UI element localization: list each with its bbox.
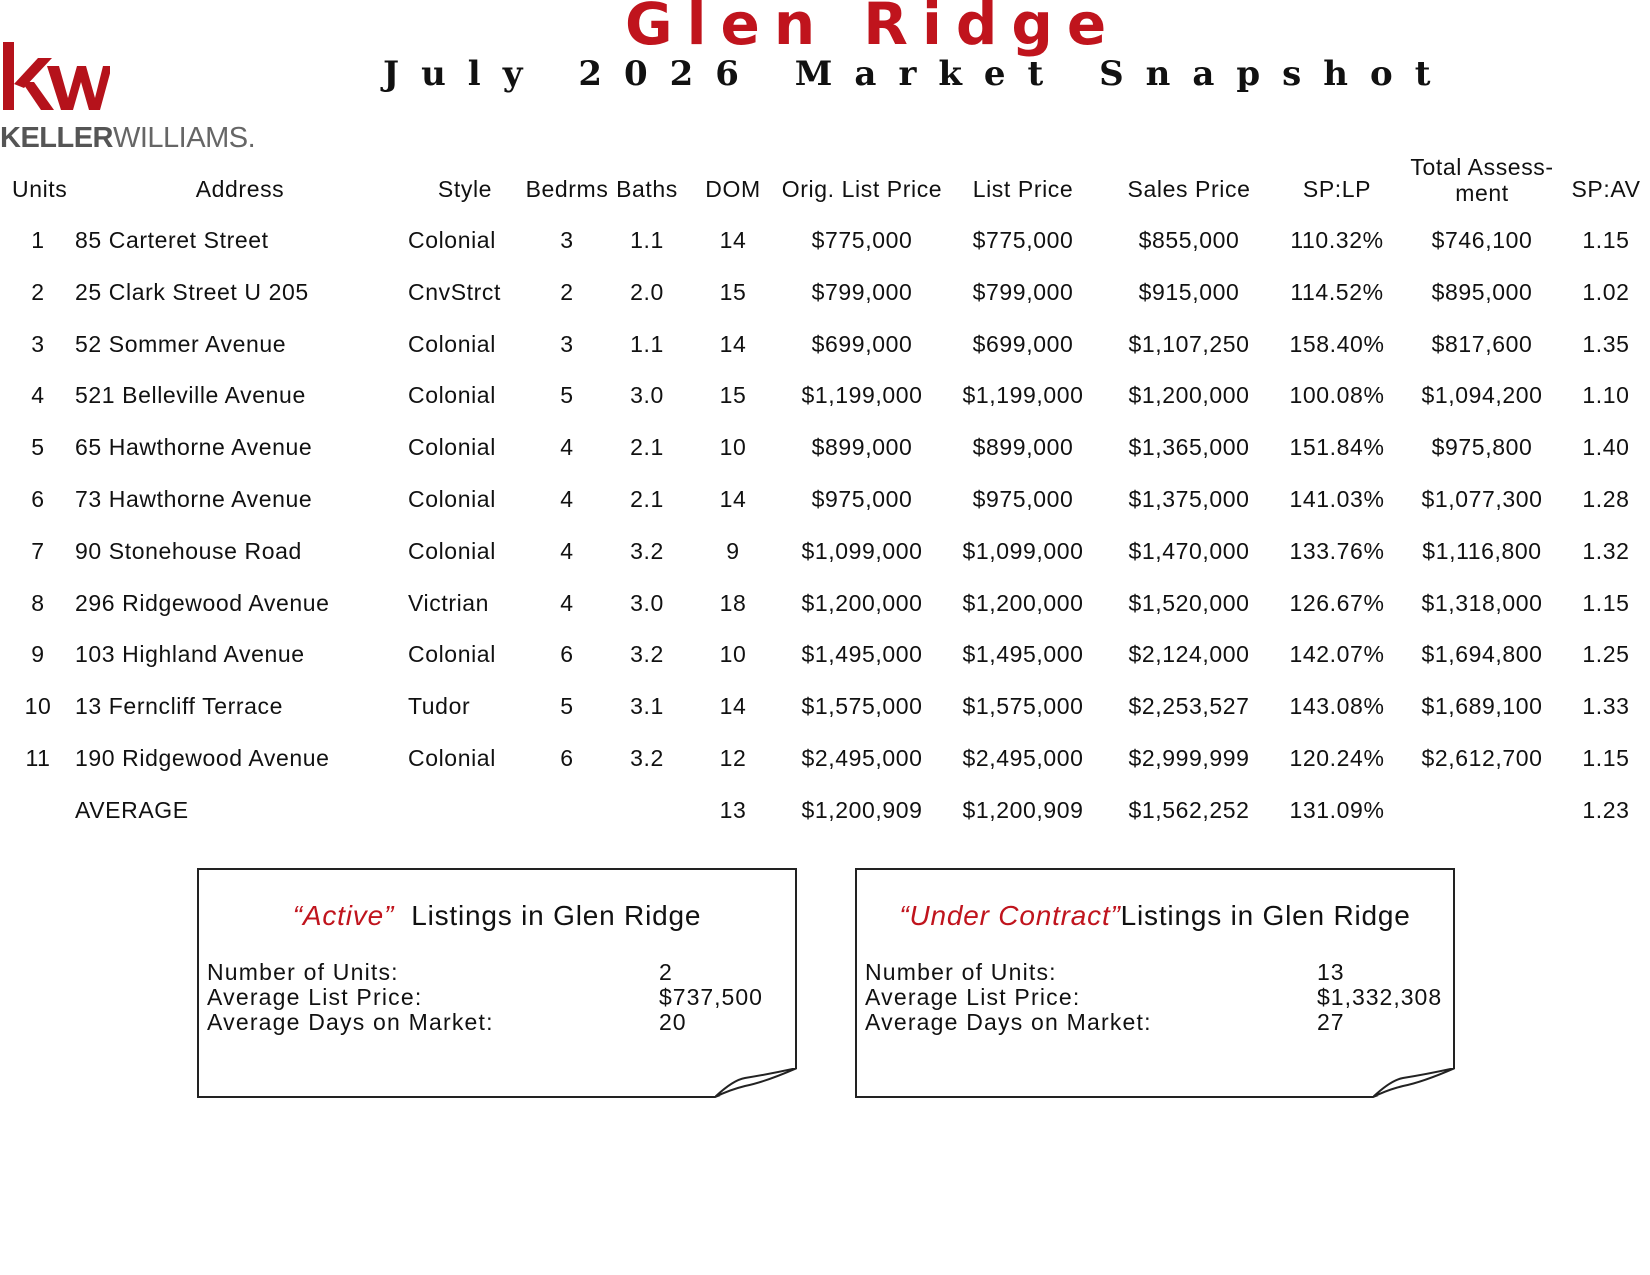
header-dom: DOM — [705, 176, 761, 202]
contract-units-label: Number of Units: — [865, 959, 1057, 985]
cell-address: 521 Belleville Avenue — [75, 382, 306, 409]
cell-dom: 14 — [719, 486, 747, 512]
active-avg-price-value: $737,500 — [659, 984, 763, 1010]
cell-dom: 9 — [726, 537, 740, 564]
cell-sp-lp: 114.52% — [1290, 278, 1384, 305]
average-label: AVERAGE — [75, 796, 189, 823]
average-sp-lp: 131.09% — [1289, 796, 1385, 823]
page-title: Glen Ridge — [625, 0, 1121, 58]
cell-style: Colonial — [408, 745, 496, 771]
cell-total-assessment: $817,600 — [1431, 330, 1533, 357]
contract-units-value: 13 — [1317, 959, 1345, 985]
active-listings-box — [197, 868, 797, 1098]
cell-address: 190 Ridgewood Avenue — [75, 745, 330, 771]
average-list-price: $1,200,909 — [962, 796, 1084, 823]
cell-unit: 9 — [31, 641, 45, 668]
cell-dom: 14 — [719, 227, 747, 253]
cell-address: 13 Ferncliff Terrace — [75, 693, 284, 720]
cell-sp-lp: 126.67% — [1289, 589, 1385, 616]
cell-style: Colonial — [408, 537, 496, 564]
cell-baths: 3.0 — [630, 382, 664, 409]
cell-address: 296 Ridgewood Avenue — [75, 589, 330, 616]
cell-orig-list-price: $2,495,000 — [801, 745, 923, 771]
cell-sp-av: 1.28 — [1582, 486, 1630, 512]
header-total-assessment: Total Assess- ment — [1410, 154, 1554, 206]
header-baths: Baths — [616, 176, 678, 202]
cell-sp-av: 1.35 — [1582, 330, 1630, 357]
cell-sp-lp: 133.76% — [1289, 537, 1385, 564]
cell-bedrms: 5 — [560, 382, 574, 409]
cell-baths: 3.2 — [630, 745, 664, 771]
cell-bedrms: 6 — [560, 641, 574, 668]
contract-avg-dom-label: Average Days on Market: — [865, 1009, 1152, 1035]
cell-sp-lp: 141.03% — [1289, 486, 1385, 512]
header-list-price: List Price — [972, 176, 1074, 202]
header-sp-av: SP:AV — [1571, 176, 1641, 202]
cell-sp-av: 1.10 — [1582, 382, 1630, 409]
active-avg-dom-value: 20 — [659, 1009, 687, 1035]
cell-sales-price: $2,253,527 — [1128, 693, 1250, 720]
cell-bedrms: 2 — [560, 278, 574, 305]
cell-sp-av: 1.15 — [1582, 589, 1630, 616]
active-units-value: 2 — [659, 959, 673, 985]
keller-williams-logo — [0, 38, 256, 154]
cell-orig-list-price: $1,200,000 — [801, 589, 923, 616]
cell-baths: 2.1 — [630, 486, 664, 512]
cell-total-assessment: $1,116,800 — [1422, 537, 1542, 564]
cell-style: Colonial — [408, 330, 496, 357]
cell-bedrms: 4 — [560, 589, 574, 616]
cell-total-assessment: $1,694,800 — [1421, 641, 1543, 668]
cell-sp-lp: 110.32% — [1290, 227, 1384, 253]
cell-address: 25 Clark Street U 205 — [75, 278, 309, 305]
cell-style: Victrian — [408, 589, 490, 616]
cell-baths: 3.2 — [630, 537, 664, 564]
cell-unit: 3 — [31, 330, 45, 357]
header-bedrms: Bedrms — [525, 176, 609, 202]
cell-orig-list-price: $799,000 — [811, 278, 913, 305]
cell-orig-list-price: $775,000 — [811, 227, 913, 253]
cell-address: 103 Highland Avenue — [75, 641, 305, 668]
cell-baths: 3.1 — [630, 693, 664, 720]
cell-orig-list-price: $699,000 — [811, 330, 913, 357]
page-subtitle: July 2026 Market Snapshot — [383, 54, 1453, 94]
cell-list-price: $899,000 — [972, 434, 1074, 461]
contract-avg-price-label: Average List Price: — [865, 984, 1081, 1010]
header-sales-price: Sales Price — [1127, 176, 1251, 202]
cell-style: CnvStrct — [408, 278, 501, 305]
contract-avg-dom-value: 27 — [1317, 1009, 1345, 1035]
cell-bedrms: 6 — [560, 745, 574, 771]
cell-sales-price: $1,107,250 — [1128, 330, 1250, 357]
kw-logo-mark — [0, 38, 110, 118]
contract-avg-price-value: $1,332,308 — [1317, 984, 1443, 1010]
contract-box-title: “Under Contract”Listings in Glen Ridge — [899, 900, 1411, 931]
cell-orig-list-price: $1,099,000 — [801, 537, 923, 564]
cell-list-price: $1,575,000 — [962, 693, 1084, 720]
cell-sp-av: 1.32 — [1582, 537, 1630, 564]
cell-sp-lp: 100.08% — [1289, 382, 1385, 409]
cell-bedrms: 4 — [560, 537, 574, 564]
page-curl-icon — [1373, 1068, 1455, 1098]
active-avg-dom-label: Average Days on Market: — [207, 1009, 494, 1035]
cell-bedrms: 3 — [560, 330, 574, 357]
cell-dom: 15 — [719, 278, 747, 305]
cell-sp-av: 1.25 — [1582, 641, 1630, 668]
cell-address: 52 Sommer Avenue — [75, 330, 287, 357]
cell-style: Colonial — [408, 486, 496, 512]
active-units-label: Number of Units: — [207, 959, 399, 985]
cell-address: 73 Hawthorne Avenue — [75, 486, 313, 512]
average-orig-list-price: $1,200,909 — [801, 796, 923, 823]
cell-list-price: $2,495,000 — [962, 745, 1084, 771]
header-units: Units — [12, 176, 68, 202]
cell-sales-price: $1,200,000 — [1128, 382, 1250, 409]
cell-sales-price: $2,124,000 — [1128, 641, 1250, 668]
cell-unit: 4 — [31, 382, 45, 409]
cell-dom: 15 — [719, 382, 747, 409]
cell-list-price: $1,495,000 — [962, 641, 1084, 668]
cell-sales-price: $1,470,000 — [1128, 537, 1250, 564]
cell-total-assessment: $1,094,200 — [1421, 382, 1543, 409]
header-sp-lp: SP:LP — [1302, 176, 1372, 202]
cell-list-price: $699,000 — [972, 330, 1074, 357]
cell-address: 65 Hawthorne Avenue — [75, 434, 313, 461]
header-style: Style — [437, 176, 493, 202]
cell-address: 90 Stonehouse Road — [75, 537, 302, 564]
cell-sales-price: $1,520,000 — [1128, 589, 1250, 616]
cell-bedrms: 5 — [560, 693, 574, 720]
active-box-title: “Active” Listings in Glen Ridge — [292, 900, 702, 931]
cell-baths: 3.0 — [630, 589, 664, 616]
average-dom: 13 — [719, 796, 747, 823]
cell-total-assessment: $1,077,300 — [1421, 486, 1543, 512]
cell-sp-lp: 142.07% — [1289, 641, 1385, 668]
cell-dom: 10 — [719, 434, 747, 461]
cell-sales-price: $1,375,000 — [1128, 486, 1250, 512]
cell-sp-lp: 151.84% — [1289, 434, 1385, 461]
cell-sales-price: $2,999,999 — [1128, 745, 1250, 771]
cell-total-assessment: $895,000 — [1431, 278, 1533, 305]
cell-address: 85 Carteret Street — [75, 227, 269, 253]
average-sp-av: 1.23 — [1582, 796, 1630, 823]
cell-orig-list-price: $975,000 — [811, 486, 913, 512]
cell-total-assessment: $2,612,700 — [1421, 745, 1543, 771]
cell-unit: 5 — [31, 434, 45, 461]
cell-unit: 11 — [25, 745, 51, 771]
cell-dom: 10 — [719, 641, 747, 668]
cell-list-price: $1,199,000 — [962, 382, 1084, 409]
cell-orig-list-price: $1,199,000 — [801, 382, 923, 409]
cell-orig-list-price: $1,575,000 — [801, 693, 923, 720]
cell-sp-lp: 120.24% — [1289, 745, 1385, 771]
cell-style: Colonial — [408, 434, 496, 461]
average-sales-price: $1,562,252 — [1128, 796, 1250, 823]
cell-sales-price: $855,000 — [1138, 227, 1240, 253]
page-curl-icon — [715, 1068, 797, 1098]
cell-unit: 10 — [24, 693, 52, 720]
cell-sp-av: 1.40 — [1582, 434, 1630, 461]
cell-baths: 1.1 — [630, 330, 664, 357]
cell-sp-av: 1.02 — [1582, 278, 1630, 305]
cell-list-price: $975,000 — [972, 486, 1074, 512]
cell-dom: 14 — [719, 330, 747, 357]
cell-orig-list-price: $899,000 — [811, 434, 913, 461]
cell-unit: 8 — [31, 589, 45, 616]
cell-sp-av: 1.15 — [1582, 227, 1630, 253]
cell-baths: 2.0 — [630, 278, 664, 305]
cell-total-assessment: $1,689,100 — [1421, 693, 1543, 720]
cell-total-assessment: $746,100 — [1431, 227, 1533, 253]
cell-dom: 12 — [719, 745, 747, 771]
cell-baths: 3.2 — [630, 641, 664, 668]
cell-style: Tudor — [408, 693, 471, 720]
cell-orig-list-price: $1,495,000 — [801, 641, 923, 668]
cell-unit: 6 — [31, 486, 45, 512]
cell-style: Colonial — [408, 382, 496, 409]
cell-style: Colonial — [408, 641, 496, 668]
cell-dom: 14 — [719, 693, 747, 720]
header-address: Address — [195, 176, 285, 202]
cell-unit: 2 — [31, 278, 45, 305]
cell-list-price: $1,200,000 — [962, 589, 1084, 616]
cell-sp-lp: 143.08% — [1289, 693, 1385, 720]
cell-sales-price: $915,000 — [1138, 278, 1240, 305]
cell-list-price: $799,000 — [972, 278, 1074, 305]
cell-unit: 1 — [31, 227, 45, 253]
cell-sp-av: 1.33 — [1582, 693, 1630, 720]
cell-list-price: $1,099,000 — [962, 537, 1084, 564]
cell-sp-av: 1.15 — [1582, 745, 1630, 771]
cell-total-assessment: $1,318,000 — [1421, 589, 1543, 616]
cell-bedrms: 4 — [560, 486, 574, 512]
cell-baths: 2.1 — [630, 434, 664, 461]
under-contract-listings-box — [855, 868, 1455, 1098]
cell-unit: 7 — [31, 537, 45, 564]
logo-wordmark: KELLERWILLIAMS. — [0, 122, 256, 154]
cell-baths: 1.1 — [630, 227, 664, 253]
cell-list-price: $775,000 — [972, 227, 1074, 253]
cell-sales-price: $1,365,000 — [1128, 434, 1250, 461]
cell-bedrms: 4 — [560, 434, 574, 461]
cell-style: Colonial — [408, 227, 496, 253]
active-avg-price-label: Average List Price: — [207, 984, 423, 1010]
cell-sp-lp: 158.40% — [1289, 330, 1385, 357]
cell-bedrms: 3 — [560, 227, 574, 253]
cell-total-assessment: $975,800 — [1431, 434, 1533, 461]
header-orig-list-price: Orig. List Price — [781, 176, 943, 202]
cell-dom: 18 — [719, 589, 747, 616]
